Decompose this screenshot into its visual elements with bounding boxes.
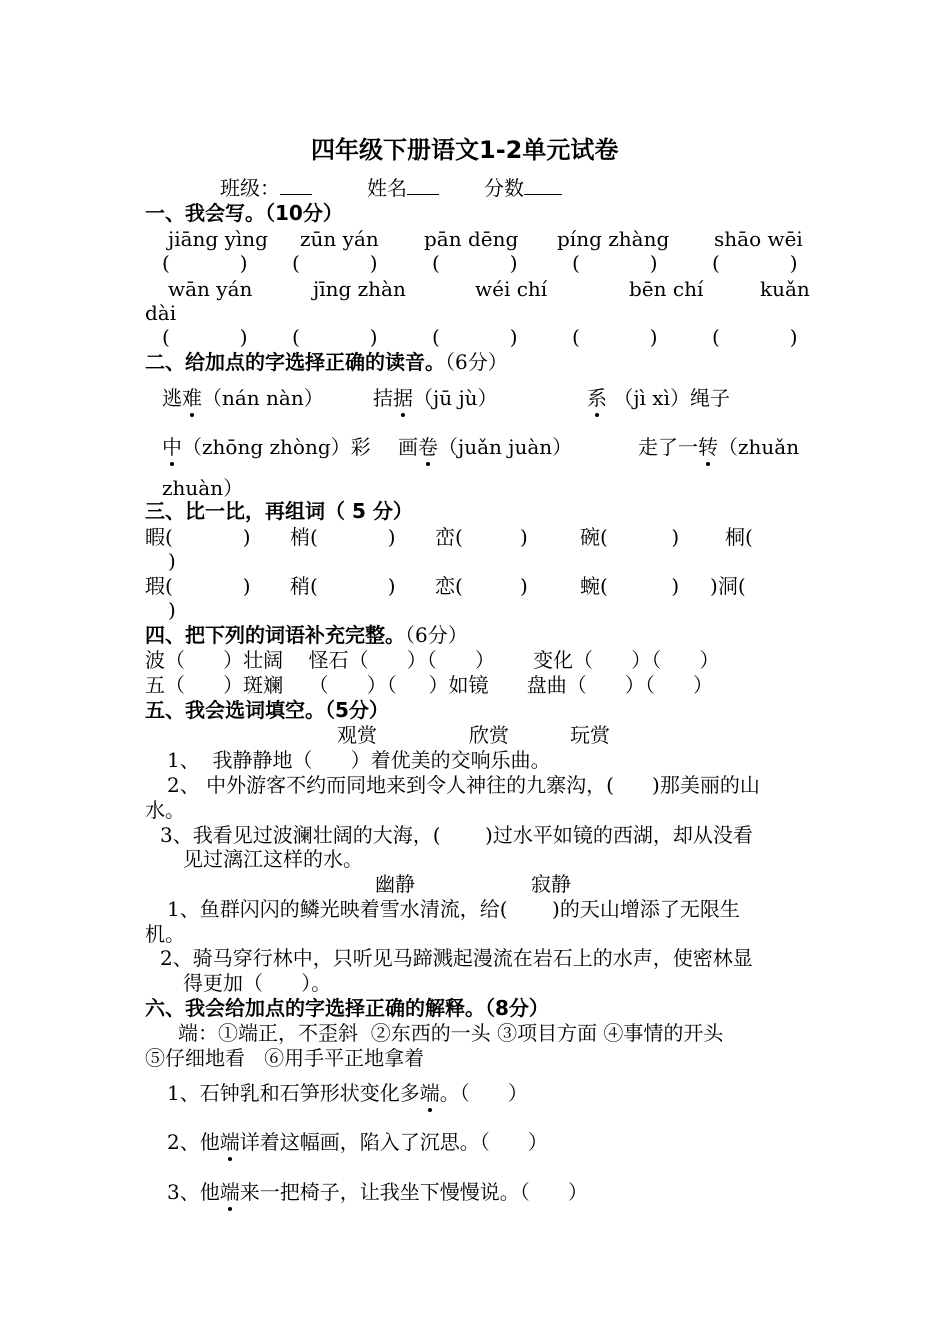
s1-answer-blank-6[interactable]: ( ) bbox=[162, 325, 248, 349]
s3-row1-1[interactable]: 暇( ) bbox=[145, 525, 251, 549]
s3-row1-4[interactable]: 碗( ) bbox=[580, 525, 680, 549]
s1-answer-blank-7[interactable]: ( ) bbox=[292, 325, 378, 349]
section-4-heading: 四、把下列的词语补充完整。（6分） bbox=[145, 623, 468, 647]
s5-question-4[interactable]: 1、鱼群闪闪的鳞光映着雪水清流，给( )的天山增添了无限生 bbox=[167, 897, 740, 921]
s1-pinyin-2: zūn yán bbox=[300, 227, 379, 251]
s1-pinyin-4: píng zhàng bbox=[557, 227, 670, 251]
s5-question-2-wrap: 水。 bbox=[145, 798, 185, 822]
s1-answer-blank-1[interactable]: ( ) bbox=[162, 251, 248, 275]
s1-answer-blank-9[interactable]: ( ) bbox=[572, 325, 658, 349]
s1-answer-blank-8[interactable]: ( ) bbox=[432, 325, 518, 349]
s1-pinyin-10: kuǎn bbox=[760, 277, 810, 301]
section-3-heading: 三、比一比，再组词（ 5 分） bbox=[145, 499, 413, 523]
name-label: 姓名 bbox=[367, 176, 407, 200]
s3-row2-1[interactable]: 瑕( ) bbox=[145, 574, 251, 598]
s1-pinyin-1: jiāng yìng bbox=[168, 227, 268, 251]
page-title: 四年级下册语文1-2单元试卷 bbox=[311, 136, 619, 164]
s4-row-1[interactable]: 波（ ）壮阔 怪石（ ）（ ） 变化（ ）（ ） bbox=[145, 648, 720, 672]
s3-row2-3[interactable]: 恋( ) bbox=[435, 574, 528, 598]
s1-answer-blank-5[interactable]: ( ) bbox=[712, 251, 798, 275]
student-info bbox=[220, 176, 562, 200]
s3-row2-5[interactable]: )洞( bbox=[710, 574, 746, 598]
s6-definitions-1: 端：①端正，不歪斜 ②东西的一头 ③项目方面 ④事情的开头 bbox=[178, 1021, 724, 1045]
s5-question-4-wrap: 机。 bbox=[145, 922, 185, 946]
s1-pinyin-5: shāo wēi bbox=[714, 227, 803, 251]
s6-question-1[interactable]: 1、石钟乳和石笋形状变化多端。（ ） bbox=[167, 1081, 528, 1105]
class-blank[interactable] bbox=[280, 176, 312, 195]
s2-item-2[interactable]: 拮据（jū jù） bbox=[373, 386, 498, 410]
s5-question-5[interactable]: 2、骑马穿行林中，只听见马蹄溅起漫流在岩石上的水声，使密林显 bbox=[160, 946, 753, 970]
s3-row1-2[interactable]: 梢( ) bbox=[290, 525, 396, 549]
s5-question-5-wrap[interactable]: 得更加（ ）。 bbox=[183, 971, 332, 995]
s1-pinyin-6: wān yán bbox=[168, 277, 253, 301]
score-label: 分数 bbox=[484, 176, 524, 200]
s2-item-1[interactable]: 逃难（nán nàn） bbox=[162, 386, 324, 410]
s1-pinyin-7: jīng zhàn bbox=[313, 277, 406, 301]
s5-question-3-wrap: 见过漓江这样的水。 bbox=[183, 847, 363, 871]
s1-pinyin-3: pān dēng bbox=[424, 227, 519, 251]
s1-answer-blank-10[interactable]: ( ) bbox=[712, 325, 798, 349]
s3-row2-close: ) bbox=[168, 598, 176, 622]
section-2-heading: 二、给加点的字选择正确的读音。（6分） bbox=[145, 350, 508, 374]
score-blank[interactable] bbox=[524, 176, 562, 195]
s1-answer-blank-3[interactable]: ( ) bbox=[432, 251, 518, 275]
s3-row1-close: ) bbox=[168, 549, 176, 573]
s5-word-4: 幽静 bbox=[375, 872, 415, 896]
s1-pinyin-9: bēn chí bbox=[629, 277, 704, 301]
s5-word-2: 欣赏 bbox=[469, 723, 509, 747]
s2-item-3[interactable]: 系 （jì xì）绳子 bbox=[587, 386, 730, 410]
s6-definitions-2: ⑤仔细地看 ⑥用手平正地拿着 bbox=[145, 1046, 425, 1070]
class-label: 班级： bbox=[220, 176, 280, 200]
s5-word-1: 观赏 bbox=[337, 723, 377, 747]
s6-question-3[interactable]: 3、他端来一把椅子，让我坐下慢慢说。（ ） bbox=[167, 1180, 588, 1204]
s1-pinyin-8: wéi chí bbox=[475, 277, 548, 301]
s5-question-2[interactable]: 2、 中外游客不约而同地来到令人神往的九寨沟，( )那美丽的山 bbox=[167, 773, 760, 797]
s2-item-5[interactable]: 画卷（juǎn juàn） bbox=[398, 435, 573, 459]
s5-question-3[interactable]: 3、我看见过波澜壮阔的大海，( )过水平如镜的西湖，却从没看 bbox=[160, 823, 753, 847]
name-blank[interactable] bbox=[407, 176, 439, 195]
s2-item-6[interactable]: 走了一转（zhuǎn bbox=[638, 435, 800, 459]
s1-pinyin-10-wrap: dài bbox=[145, 301, 177, 325]
s6-question-2[interactable]: 2、他端详着这幅画，陷入了沉思。（ ） bbox=[167, 1130, 548, 1154]
s2-item-6-wrap: zhuàn） bbox=[162, 476, 244, 500]
section-1-heading: 一、我会写。（10分） bbox=[145, 201, 343, 225]
s3-row2-4[interactable]: 蜿( ) bbox=[580, 574, 680, 598]
s3-row1-5[interactable]: 桐( bbox=[725, 525, 753, 549]
s5-word-3: 玩赏 bbox=[570, 723, 610, 747]
s2-item-4[interactable]: 中（zhōng zhòng）彩 bbox=[162, 435, 371, 459]
section-5-heading: 五、我会选词填空。（5分） bbox=[145, 698, 389, 722]
s5-word-5: 寂静 bbox=[531, 872, 571, 896]
s3-row2-2[interactable]: 稍( ) bbox=[290, 574, 396, 598]
section-6-heading: 六、我会给加点的字选择正确的解释。（8分） bbox=[145, 996, 549, 1020]
s1-answer-blank-2[interactable]: ( ) bbox=[292, 251, 378, 275]
s4-row-2[interactable]: 五（ ）斑斓 （ ）（ ）如镜 盘曲（ ）（ ） bbox=[145, 673, 714, 697]
s1-answer-blank-4[interactable]: ( ) bbox=[572, 251, 658, 275]
s3-row1-3[interactable]: 峦( ) bbox=[435, 525, 528, 549]
s5-question-1[interactable]: 1、 我静静地（ ）着优美的交响乐曲。 bbox=[167, 748, 551, 772]
